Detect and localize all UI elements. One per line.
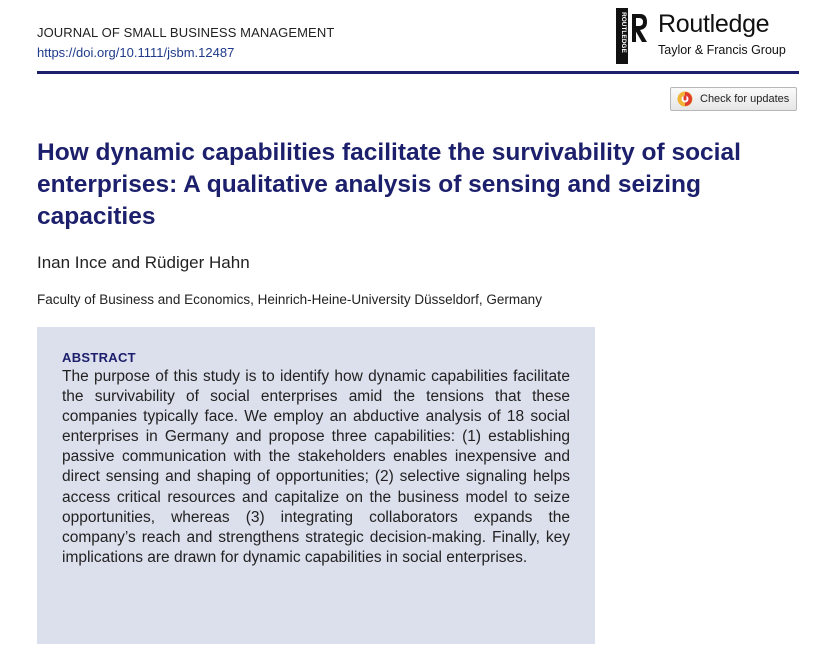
- check-for-updates-button[interactable]: [670, 87, 797, 111]
- article-title: How dynamic capabilities facilitate the survivability of social enterprises: A qualitative analysis of sensing and seizing capacities: [37, 139, 741, 230]
- publisher-block: [616, 6, 806, 66]
- routledge-logo-icon: [616, 8, 650, 64]
- abstract-text: The purpose of this study is to identify how dynamic capabilities facilitate the survivability of social enterprises amid the tensions that these companies typically face. We employ an abductive analysis of 18 social enterprises in Germany and propose three capabilities: (1) establishing passive communication with the stakeholders enables inexpensive and direct sensing and shaping of opportunities; (2) selective signaling helps access critical resources and capitalize on the business model to seize opportunities, whereas (3) integrating collaborators expands the company’s reach and strengthens strategic decision-making. Finally, key implications are drawn for dynamic capabilities in social enterprises.: [62, 368, 570, 566]
- publisher-name: Routledge: [658, 10, 770, 38]
- authors: Inan Ince and Rüdiger Hahn: [37, 253, 250, 272]
- affiliation: Faculty of Business and Economics, Heinrich-Heine-University Düsseldorf, Germany: [37, 292, 542, 307]
- abstract-heading: ABSTRACT: [62, 350, 136, 365]
- check-updates-icon: [677, 91, 693, 107]
- doi-link[interactable]: https://doi.org/10.1111/jsbm.12487: [37, 45, 235, 60]
- abstract-box: [37, 327, 595, 644]
- header-divider: [37, 71, 799, 74]
- journal-name: JOURNAL OF SMALL BUSINESS MANAGEMENT: [37, 25, 335, 40]
- publisher-group: Taylor & Francis Group: [658, 43, 786, 57]
- logo-letter-text: ROUTLEDGE: [620, 12, 627, 53]
- check-updates-label: Check for updates: [700, 93, 790, 105]
